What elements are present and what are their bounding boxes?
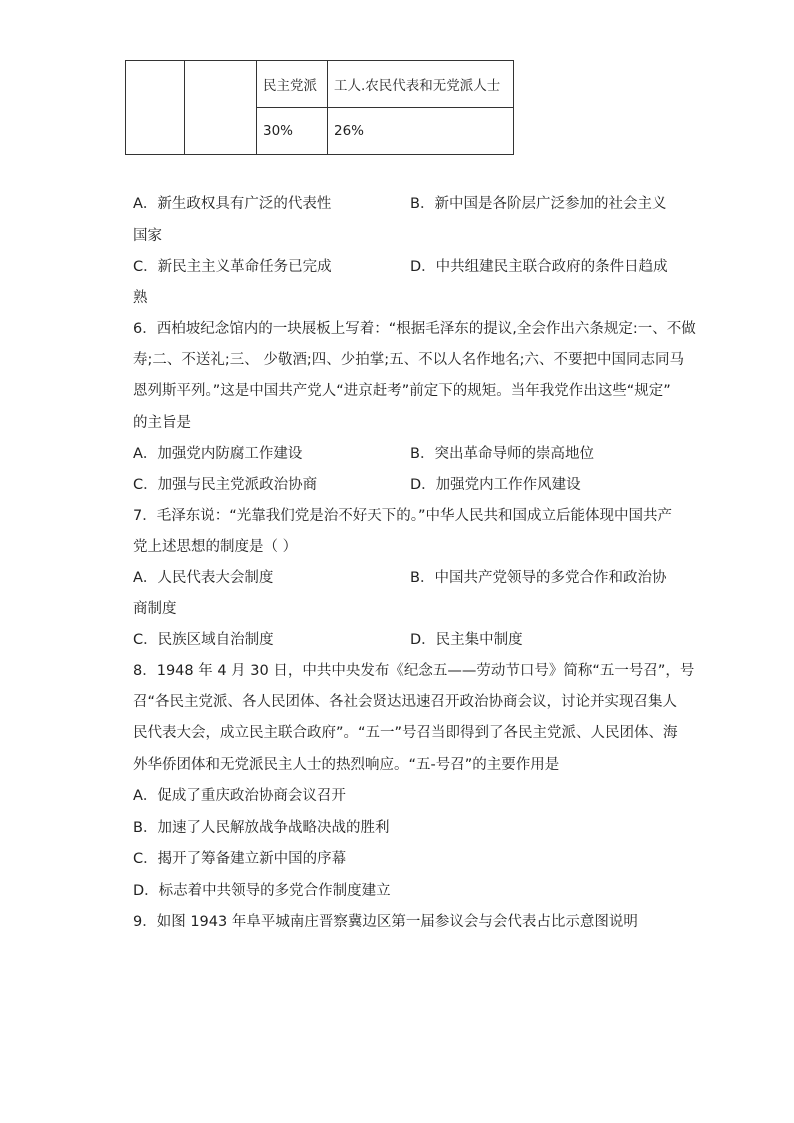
q7-option-c: C．民族区域自治制度 — [133, 632, 274, 648]
q5-option-c: C．新民主主义革命任务已完成 — [133, 259, 332, 275]
q8-option-a: A．促成了重庆政治协商会议召开 — [133, 788, 346, 804]
q7-option-b: B．中国共产党领导的多党合作和政治协 — [410, 570, 667, 586]
q9-stem: 9．如图 1943 年阜平城南庄晋察冀边区第一届参议会与会代表占比示意图说明 — [133, 914, 638, 930]
q8-option-b: B．加速了人民解放战争战略决战的胜利 — [133, 820, 390, 836]
q8-stem-line: 8．1948 年 4 月 30 日，中共中央发布《纪念五——劳动节口号》简称“五一号召”，号 — [133, 663, 695, 679]
q7-option-d: D．民主集中制度 — [410, 632, 523, 648]
table-cell: 26% — [328, 108, 514, 155]
q7-stem-line: 7．毛泽东说：“光靠我们党是治不好天下的。”中华人民共和国成立后能体现中国共产 — [133, 508, 672, 524]
table-row — [126, 61, 514, 108]
q5-option-a: A．新生政权具有广泛的代表性 — [133, 196, 332, 212]
q6-option-b: B．突出革命导师的崇高地位 — [410, 446, 594, 462]
q5-option-d: D．中共组建民主联合政府的条件日趋成 — [410, 259, 668, 275]
q6-stem-line: 的主旨是 — [133, 415, 191, 431]
q8-stem-line: 召“各民主党派、各人民团体、各社会贤达迅速召开政治协商会议，讨论并实现召集人 — [133, 694, 678, 710]
q8-stem-line: 民代表大会，成立民主联合政府”。“五一”号召当即得到了各民主党派、人民团体、海 — [133, 725, 678, 741]
q6-stem-line: 6．西柏坡纪念馆内的一块展板上写着：“根据毛泽东的提议,全会作出六条规定:一、不做 — [133, 321, 696, 337]
table-header-cell: 工人.农民代表和无党派人士 — [328, 61, 514, 108]
table-cell: 30% — [257, 108, 328, 155]
table-header-cell: 民主党派 — [257, 61, 328, 108]
q8-option-c: C．揭开了筹备建立新中国的序幕 — [133, 851, 347, 867]
q5-option-b: B．新中国是各阶层广泛参加的社会主义 — [410, 196, 667, 212]
q5-option-d-cont: 熟 — [133, 290, 148, 306]
table-cell — [126, 61, 185, 155]
q7-option-a: A．人民代表大会制度 — [133, 570, 274, 586]
q6-stem-line: 恩列斯平列。”这是中国共产党人“进京赶考”前定下的规矩。当年我党作出这些“规定” — [133, 383, 671, 399]
q6-option-c: C．加强与民主党派政治协商 — [133, 477, 318, 493]
q6-stem-line: 寿;二、不送礼;三、 少敬酒;四、少拍掌;五、不以人名作地名;六、不要把中国同志同马 — [133, 352, 685, 368]
table-cell — [185, 61, 257, 155]
q8-stem-line: 外华侨团体和无党派民主人士的热烈响应。“五-号召”的主要作用是 — [133, 757, 560, 773]
q6-option-a: A．加强党内防腐工作建设 — [133, 446, 303, 462]
q5-option-b-cont: 国家 — [133, 228, 162, 244]
q7-option-b-cont: 商制度 — [133, 601, 177, 617]
q7-stem-line: 党上述思想的制度是（ ） — [133, 539, 298, 555]
data-table — [125, 60, 514, 155]
q8-option-d: D．标志着中共领导的多党合作制度建立 — [133, 883, 391, 899]
q6-option-d: D．加强党内工作作风建设 — [410, 477, 581, 493]
